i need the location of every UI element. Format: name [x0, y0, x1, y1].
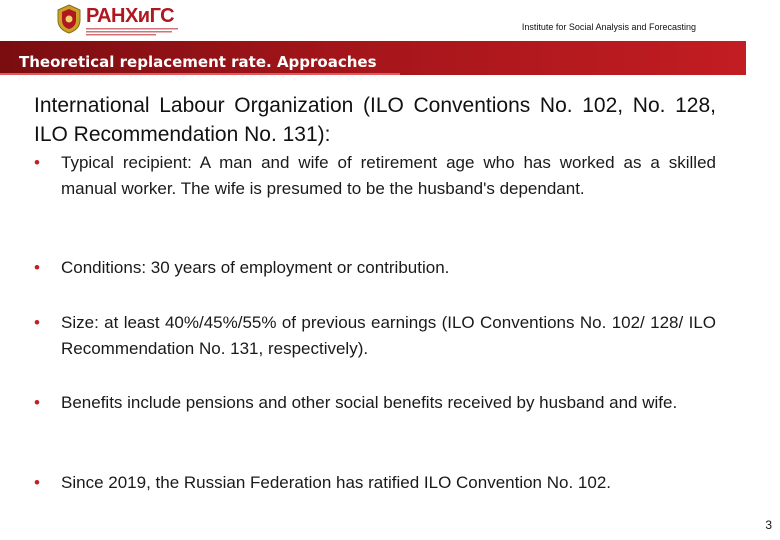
logo-text: РАНХиГС: [86, 5, 175, 27]
ranepa-logo: [56, 4, 186, 38]
page-number: 3: [765, 518, 772, 532]
bullet-item: [34, 390, 716, 416]
bullet-text: Benefits include pensions and other social benefits received by husband and wife.: [61, 393, 678, 412]
bullet-item: [34, 150, 716, 202]
bullet-icon: •: [34, 258, 40, 277]
emblem-icon: [56, 4, 82, 34]
section-heading: International Labour Organization (ILO Conventions No. 102, No. 128, ILO Recommendation No. 131):: [34, 94, 716, 146]
bullet-item: [34, 470, 716, 496]
bullet-text: Size: at least 40%/45%/55% of previous earnings (ILO Conventions No. 102/ 128/ ILO Recommendation No. 131, respectively).: [61, 313, 716, 358]
institute-name: Institute for Social Analysis and Forecasting: [521, 22, 696, 32]
title-underline: [0, 73, 400, 75]
title-bar: [0, 41, 746, 75]
bullet-text: Since 2019, the Russian Federation has ratified ILO Convention No. 102.: [61, 473, 612, 492]
bullet-item: [34, 310, 716, 362]
bullet-icon: •: [34, 393, 40, 412]
logo-subtitle-lines: [86, 27, 178, 36]
bullet-icon: •: [34, 313, 40, 332]
bullet-item: [34, 255, 716, 281]
bullet-text: Typical recipient: A man and wife of retirement age who has worked as a skilled manual worker. The wife is presumed to be the husband's dependant.: [61, 153, 716, 198]
bullet-icon: •: [34, 153, 40, 172]
slide-title: Theoretical replacement rate. Approaches: [19, 53, 377, 71]
bullet-text: Conditions: 30 years of employment or contribution.: [61, 258, 450, 277]
bullet-icon: •: [34, 473, 40, 492]
